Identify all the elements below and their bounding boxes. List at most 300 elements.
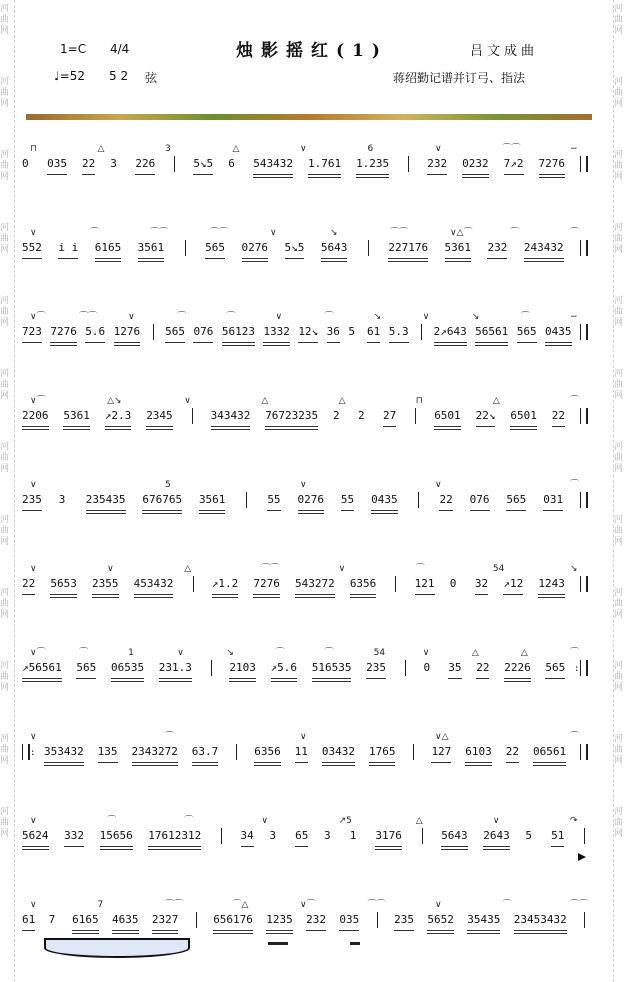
note-group: 55 <box>341 493 354 506</box>
beam-line <box>510 426 537 427</box>
note-group: 565 <box>76 661 96 674</box>
articulation-mark: ∨△ <box>435 732 449 742</box>
beam-line <box>322 765 355 766</box>
beam-line <box>22 342 42 343</box>
articulation-mark: ∨ <box>177 648 184 658</box>
watermark-left-1: 河曲网 <box>0 4 10 36</box>
note-group: 5652 <box>427 913 454 926</box>
note-group: 5.3 <box>389 325 409 338</box>
articulation-mark: ∨ <box>184 396 191 406</box>
articulation-mark: ↘ <box>373 312 382 322</box>
note-group: 56561 <box>475 325 508 338</box>
beam-line <box>533 765 566 766</box>
watermark-left-10: 河曲网 <box>0 661 10 693</box>
arranger-credit: 蒋绍勤记谱并订弓、指法 <box>393 71 526 85</box>
note-group: ↗56561 <box>22 661 62 674</box>
beam-line <box>47 174 67 175</box>
note-group: 06535 <box>111 661 144 674</box>
note-group: 7276 <box>50 325 77 338</box>
articulation-mark: ⌒⌒ <box>502 144 521 154</box>
articulation-mark: ∨ <box>492 816 500 826</box>
beam-line <box>114 342 141 343</box>
beam-line <box>132 762 178 763</box>
note-group: 453432 <box>134 577 174 590</box>
barline <box>395 576 396 592</box>
beam-line <box>483 849 510 850</box>
beam-line <box>295 762 308 763</box>
note-group: 5361 <box>445 241 472 254</box>
beam-line <box>545 345 572 346</box>
beam-line <box>222 345 255 346</box>
articulation-mark: ⌒ <box>79 648 89 658</box>
beam-line <box>254 765 281 766</box>
notation-row <box>22 460 592 520</box>
note-group: 22 <box>22 577 35 590</box>
beam-line <box>514 930 567 931</box>
articulation-mark: ∨ <box>30 732 37 742</box>
beam-line <box>72 930 99 931</box>
beam-line <box>476 678 489 679</box>
beam-line <box>439 510 452 511</box>
barline <box>421 324 422 340</box>
note-group: 6165 <box>72 913 99 926</box>
key-signature: 1=C <box>60 42 87 56</box>
note-group: 22 <box>82 157 95 170</box>
double-barline <box>580 156 588 172</box>
articulation-mark: ∨ <box>435 900 442 910</box>
beam-line <box>86 510 126 511</box>
beam-line <box>434 426 461 427</box>
beam-line <box>64 846 84 847</box>
articulation-mark: △ <box>492 396 500 406</box>
note-group: 6165 <box>95 241 122 254</box>
beam-line <box>242 261 269 262</box>
articulation-mark: ∨⌒ <box>30 312 46 322</box>
beam-line <box>135 174 155 175</box>
note-group: 656176 <box>213 913 253 926</box>
beam-line <box>199 513 226 514</box>
note-group: 235435 <box>86 493 126 506</box>
articulation-mark: △ <box>520 648 528 658</box>
beam-line <box>476 426 496 427</box>
note-group: 0232 <box>462 157 489 170</box>
beam-line <box>22 678 62 679</box>
note-group: 22 <box>552 409 565 422</box>
articulation-mark: ⌒⌒ <box>79 312 98 322</box>
watermark-right-11: 河曲网 <box>614 734 624 766</box>
beam-line <box>100 846 133 847</box>
beam-line <box>193 174 213 175</box>
beam-line <box>98 762 118 763</box>
articulation-mark: ↘ <box>570 564 578 574</box>
barline <box>211 660 212 676</box>
note-group: 34 <box>241 829 254 842</box>
note-group: 135 <box>98 745 118 758</box>
beam-line <box>538 597 565 598</box>
note-group: 06561 <box>533 745 566 758</box>
note-group: 227176 <box>388 241 428 254</box>
note-group: 0 <box>423 661 431 674</box>
beam-line <box>253 597 280 598</box>
note-group: 3 <box>58 493 66 506</box>
articulation-mark: 7 <box>97 900 104 910</box>
articulation-mark: 1 <box>128 648 134 658</box>
beam-line <box>327 342 340 343</box>
note-group: 63.7 <box>192 745 219 758</box>
articulation-mark: ⌒ <box>90 228 100 238</box>
note-group: 22 <box>476 661 489 674</box>
beam-line <box>193 342 213 343</box>
beam-line <box>298 342 318 343</box>
note-group: 565 <box>545 661 565 674</box>
beam-line <box>375 846 402 847</box>
articulation-mark: △ <box>338 396 346 406</box>
articulation-mark: ⌒ <box>502 900 512 910</box>
beam-line <box>356 174 389 175</box>
articulation-mark: ∨⌒ <box>30 396 46 406</box>
beam-line <box>465 765 492 766</box>
note-group: 35 <box>448 661 461 674</box>
note-group: 235 <box>22 493 42 506</box>
note-group: 0 <box>22 157 29 170</box>
articulation-mark: 5 <box>165 480 171 490</box>
articulation-mark: ∨ <box>30 480 37 490</box>
notation-row <box>22 628 592 688</box>
double-barline <box>580 240 588 256</box>
beam-line <box>229 678 256 679</box>
beam-line <box>506 510 526 511</box>
repeat-start-barline <box>22 744 30 760</box>
beam-line <box>205 258 225 259</box>
watermark-left-6: 河曲网 <box>0 369 10 401</box>
note-group: 12↘ <box>298 325 318 338</box>
note-group: 232 <box>487 241 507 254</box>
note-group: 2 <box>333 409 340 422</box>
beam-line <box>415 594 435 595</box>
beam-line <box>265 429 318 430</box>
beam-line <box>312 678 352 679</box>
beam-line <box>552 426 565 427</box>
note-group: 1332 <box>263 325 290 338</box>
note-group: 7↗2 <box>504 157 524 170</box>
double-barline <box>580 408 588 424</box>
beam-line <box>152 930 179 931</box>
watermark-right-8: 河曲网 <box>614 515 624 547</box>
note-group: 127 <box>431 745 451 758</box>
beam-line <box>427 174 447 175</box>
beam-line <box>295 597 335 598</box>
articulation-mark: ⌒ <box>570 396 580 406</box>
note-group: 076 <box>470 493 490 506</box>
note-group: 3176 <box>375 829 402 842</box>
articulation-mark: ⌒ <box>165 732 175 742</box>
beam-line <box>95 258 122 259</box>
note-group: 226 <box>135 157 155 170</box>
articulation-mark: − <box>570 144 578 154</box>
beam-line <box>441 846 468 847</box>
barline <box>405 660 406 676</box>
watermark-right-6: 河曲网 <box>614 369 624 401</box>
barline <box>377 912 378 928</box>
time-signature: 4/4 <box>110 42 130 56</box>
beam-line <box>517 342 537 343</box>
articulation-mark: ∨ <box>435 144 442 154</box>
note-group: 5 <box>525 829 533 842</box>
beam-line <box>82 174 95 175</box>
articulation-mark: △ <box>184 564 192 574</box>
notation-row <box>22 712 592 772</box>
beam-line <box>487 258 507 259</box>
articulation-mark: ∨⌒ <box>300 900 316 910</box>
note-group: 2343272 <box>132 745 178 758</box>
articulation-mark: 54 <box>373 648 386 658</box>
note-group: 03432 <box>322 745 355 758</box>
beam-line <box>312 681 352 682</box>
beam-line <box>50 597 77 598</box>
note-group: 543432 <box>253 157 293 170</box>
note-group: 035 <box>47 157 67 170</box>
barline <box>236 744 237 760</box>
note-group: 353432 <box>44 745 84 758</box>
note-group: 5 <box>348 325 356 338</box>
beam-line <box>504 681 531 682</box>
beam-line <box>222 342 255 343</box>
note-group: ↗1.2 <box>212 577 239 590</box>
beam-line <box>22 510 42 511</box>
articulation-mark: ∨ <box>275 312 283 322</box>
articulation-mark: ∨ <box>30 228 37 238</box>
beam-line <box>212 597 239 598</box>
articulation-mark: ⌒△ <box>232 900 249 910</box>
note-group: 2327 <box>152 913 179 926</box>
beam-line <box>111 678 144 679</box>
note-group: 565 <box>506 493 526 506</box>
articulation-mark: ⌒ <box>226 312 236 322</box>
beam-line <box>539 177 566 178</box>
barline <box>422 828 423 844</box>
barline <box>174 156 175 172</box>
beam-line <box>44 762 84 763</box>
beam-line <box>22 681 62 682</box>
beam-line <box>100 849 133 850</box>
note-group: 6501 <box>510 409 537 422</box>
beam-line <box>445 261 472 262</box>
note-group: 1276 <box>114 325 141 338</box>
beam-line <box>298 510 325 511</box>
note-group: 232 <box>306 913 326 926</box>
beam-line <box>114 345 141 346</box>
articulation-mark: ∨⌒ <box>30 648 46 658</box>
beam-line <box>285 258 305 259</box>
barline <box>584 912 585 928</box>
notation-row <box>22 124 592 184</box>
articulation-mark: ⌒ <box>107 816 117 826</box>
double-barline <box>580 744 588 760</box>
articulation-mark: ⊓ <box>30 144 38 154</box>
articulation-mark: ∨ <box>422 648 430 658</box>
beam-line <box>321 261 348 262</box>
beam-line <box>86 513 126 514</box>
articulation-mark: 6 <box>367 144 374 154</box>
articulation-mark: ⌒⌒ <box>390 228 409 238</box>
watermark-right-2: 河曲网 <box>614 77 624 109</box>
note-group: 235 <box>366 661 386 674</box>
note-group: 22 <box>439 493 452 506</box>
beam-line <box>213 933 253 934</box>
articulation-mark: ⌒⌒ <box>367 900 386 910</box>
beam-line <box>389 342 409 343</box>
note-group: 565 <box>205 241 225 254</box>
watermark-right-3: 河曲网 <box>614 150 624 182</box>
barline <box>221 828 222 844</box>
beam-line <box>483 846 510 847</box>
beam-line <box>22 849 49 850</box>
articulation-mark: ∨ <box>128 312 135 322</box>
watermark-right-5: 河曲网 <box>614 296 624 328</box>
beam-line <box>388 258 428 259</box>
barline <box>246 492 247 508</box>
articulation-mark: △ <box>261 396 269 406</box>
beam-line <box>366 678 386 679</box>
beam-line <box>266 930 293 931</box>
beam-line <box>92 594 119 595</box>
beam-line <box>146 426 173 427</box>
note-group: 76723235 <box>265 409 318 422</box>
articulation-mark: ↗5 <box>338 816 352 826</box>
articulation-mark: ∨ <box>30 900 37 910</box>
beam-line <box>350 597 377 598</box>
beam-line <box>462 177 489 178</box>
beam-line <box>192 762 219 763</box>
note-group: 121 <box>415 577 435 590</box>
note-group: 231.3 <box>159 661 192 674</box>
beam-line <box>142 510 182 511</box>
string-tuning: 5 2 <box>109 69 129 83</box>
note-group: 7276 <box>253 577 280 590</box>
note-group: 51 <box>551 829 564 842</box>
note-group: 2345 <box>146 409 173 422</box>
articulation-mark: ↘ <box>226 648 234 658</box>
note-group: 332 <box>64 829 84 842</box>
note-group: 5361 <box>63 409 90 422</box>
note-group: ↗5.6 <box>271 661 298 674</box>
beam-line <box>242 258 269 259</box>
beam-line <box>295 594 335 595</box>
beam-line <box>475 345 508 346</box>
barline <box>415 408 416 424</box>
page-title: 烛影摇红(1) <box>236 41 388 61</box>
beam-line <box>63 426 90 427</box>
articulation-mark: ∨ <box>270 228 277 238</box>
articulation-mark: ∨ <box>300 732 307 742</box>
note-group: 552 <box>22 241 42 254</box>
articulation-mark: ⌒ <box>570 228 580 238</box>
barline <box>193 576 194 592</box>
double-barline <box>580 576 588 592</box>
note-group: 516535 <box>312 661 352 674</box>
note-group: 5624 <box>22 829 49 842</box>
beam-line <box>265 426 318 427</box>
beam-line <box>462 174 489 175</box>
note-group: ↗12 <box>503 577 523 590</box>
note-group: 3561 <box>199 493 226 506</box>
note-group: 35435 <box>467 913 500 926</box>
beam-line <box>539 174 566 175</box>
note-group: 6103 <box>465 745 492 758</box>
articulation-mark: ⌒ <box>415 564 425 574</box>
articulation-mark: △↘ <box>107 396 122 406</box>
note-group: 6501 <box>434 409 461 422</box>
note-group: 6356 <box>350 577 377 590</box>
beam-line <box>263 345 290 346</box>
note-group: 22↘ <box>476 409 496 422</box>
beam-line <box>105 426 132 427</box>
beam-line <box>105 429 132 430</box>
note-group: 3 <box>269 829 277 842</box>
beam-line <box>134 597 174 598</box>
barline <box>413 744 414 760</box>
notation-row <box>22 544 592 604</box>
note-group: 55 <box>267 493 280 506</box>
decorative-stroke <box>268 942 288 945</box>
beam-line <box>253 594 280 595</box>
note-group: 1765 <box>369 745 396 758</box>
beam-line <box>266 933 293 934</box>
note-group: 565 <box>165 325 185 338</box>
articulation-mark: 3 <box>165 144 171 154</box>
beam-line <box>148 849 201 850</box>
watermark-left-3: 河曲网 <box>0 150 10 182</box>
beam-line <box>58 258 78 259</box>
watermark-left-5: 河曲网 <box>0 296 10 328</box>
beam-line <box>394 930 414 931</box>
beam-line <box>427 930 454 931</box>
beam-line <box>271 681 298 682</box>
beam-line <box>506 762 519 763</box>
beam-line <box>63 429 90 430</box>
note-group: 56123 <box>222 325 255 338</box>
note-group: 723 <box>22 325 42 338</box>
articulation-mark: ∨△⌒ <box>450 228 473 238</box>
beam-line <box>470 510 490 511</box>
note-group: 61 <box>367 325 380 338</box>
note-group: 5.6 <box>85 325 105 338</box>
watermark-left-9: 河曲网 <box>0 588 10 620</box>
beam-line <box>22 846 49 847</box>
articulation-mark: ∨ <box>30 564 37 574</box>
beam-line <box>112 933 139 934</box>
barline <box>196 912 197 928</box>
beam-line <box>212 594 239 595</box>
note-group: 27 <box>383 409 396 422</box>
notation-row <box>22 796 592 856</box>
barline <box>153 324 154 340</box>
beam-line <box>545 678 565 679</box>
beam-line <box>371 513 398 514</box>
note-group: 3561 <box>138 241 165 254</box>
articulation-mark: ∨ <box>261 816 269 826</box>
note-group: 61 <box>22 913 35 926</box>
beam-line <box>371 510 398 511</box>
note-group: 4635 <box>112 913 139 926</box>
string-tuning-label: 弦 <box>145 71 158 85</box>
beam-line <box>524 261 564 262</box>
beam-line <box>76 678 96 679</box>
beam-line <box>159 678 192 679</box>
boat-illustration <box>44 938 190 958</box>
beam-line <box>503 594 523 595</box>
beam-line <box>295 846 308 847</box>
